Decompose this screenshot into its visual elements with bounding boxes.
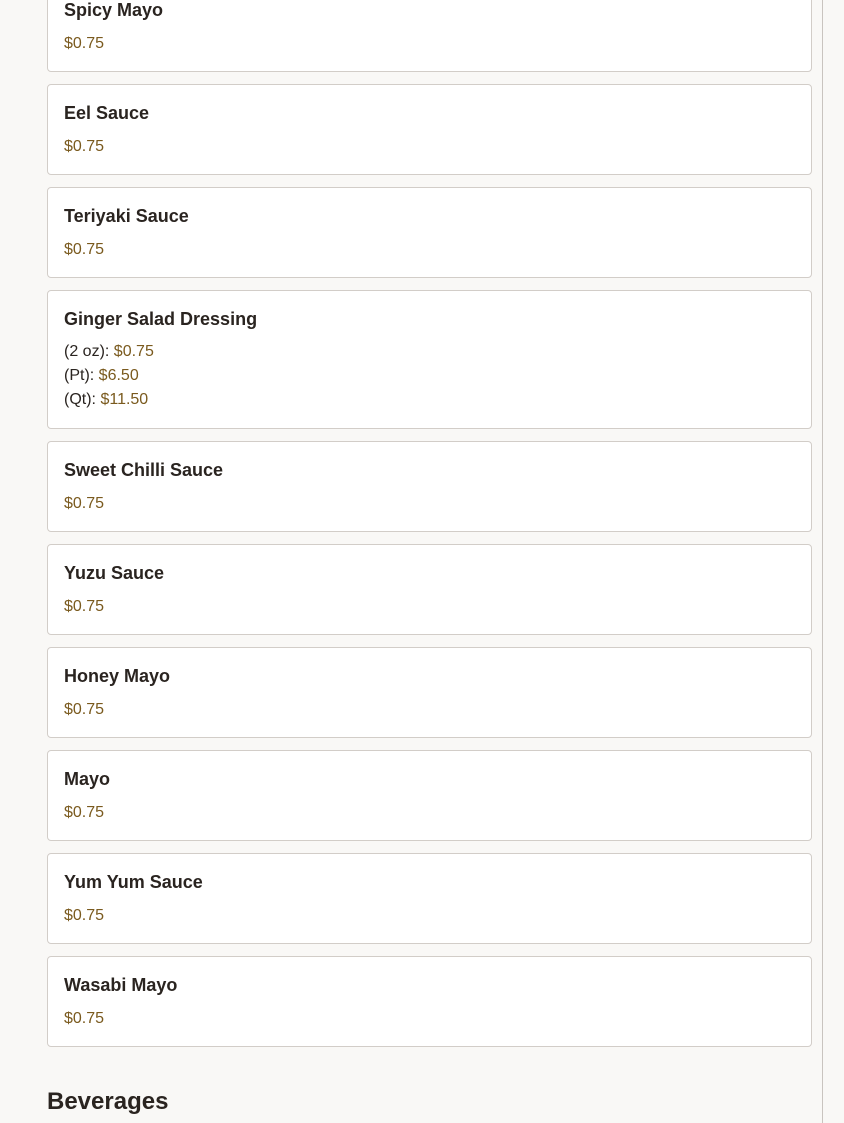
sauces-item-list xyxy=(47,0,812,1059)
item-name: Teriyaki Sauce xyxy=(64,206,189,226)
item-name: Honey Mayo xyxy=(64,666,171,686)
variant-size-label: (Qt): xyxy=(64,391,96,408)
item-price: $0.75 xyxy=(64,804,105,821)
item-name: Eel Sauce xyxy=(64,103,150,123)
item-name: Wasabi Mayo xyxy=(64,975,178,995)
item-name: Yuzu Sauce xyxy=(64,563,165,583)
item-price: $0.75 xyxy=(64,241,105,258)
item-price: $0.75 xyxy=(64,1010,105,1027)
content-divider xyxy=(822,0,823,1123)
variant-size-label: (2 oz): xyxy=(64,343,110,360)
menu-item-card[interactable] xyxy=(47,544,812,635)
item-name: Sweet Chilli Sauce xyxy=(64,460,224,480)
menu-item-card[interactable] xyxy=(47,750,812,841)
item-name: Mayo xyxy=(64,769,111,789)
variant-price: $11.50 xyxy=(100,391,149,408)
item-price: $0.75 xyxy=(64,138,105,155)
variant-price: $6.50 xyxy=(98,367,139,384)
menu-item-card[interactable] xyxy=(47,647,812,738)
item-price: $0.75 xyxy=(64,598,105,615)
menu-item-card[interactable] xyxy=(47,187,812,278)
price-variant xyxy=(64,364,795,388)
item-price: $0.75 xyxy=(64,495,105,512)
menu-item-card[interactable] xyxy=(47,84,812,175)
menu-item-card[interactable] xyxy=(47,956,812,1047)
menu-item-card[interactable] xyxy=(47,853,812,944)
item-name: Yum Yum Sauce xyxy=(64,872,203,892)
item-price: $0.75 xyxy=(64,35,105,52)
item-name: Ginger Salad Dressing xyxy=(64,309,258,329)
variant-size-label: (Pt): xyxy=(64,367,95,384)
price-variant xyxy=(64,388,795,412)
variant-price: $0.75 xyxy=(113,343,154,360)
item-name: Spicy Mayo xyxy=(64,0,164,20)
price-variant xyxy=(64,340,795,364)
menu-item-card[interactable] xyxy=(47,441,812,532)
menu-item-card[interactable] xyxy=(47,290,812,429)
item-price: $0.75 xyxy=(64,907,105,924)
menu-item-card[interactable] xyxy=(47,0,812,72)
item-price: $0.75 xyxy=(64,701,105,718)
section-heading-beverages: Beverages xyxy=(47,1088,169,1115)
